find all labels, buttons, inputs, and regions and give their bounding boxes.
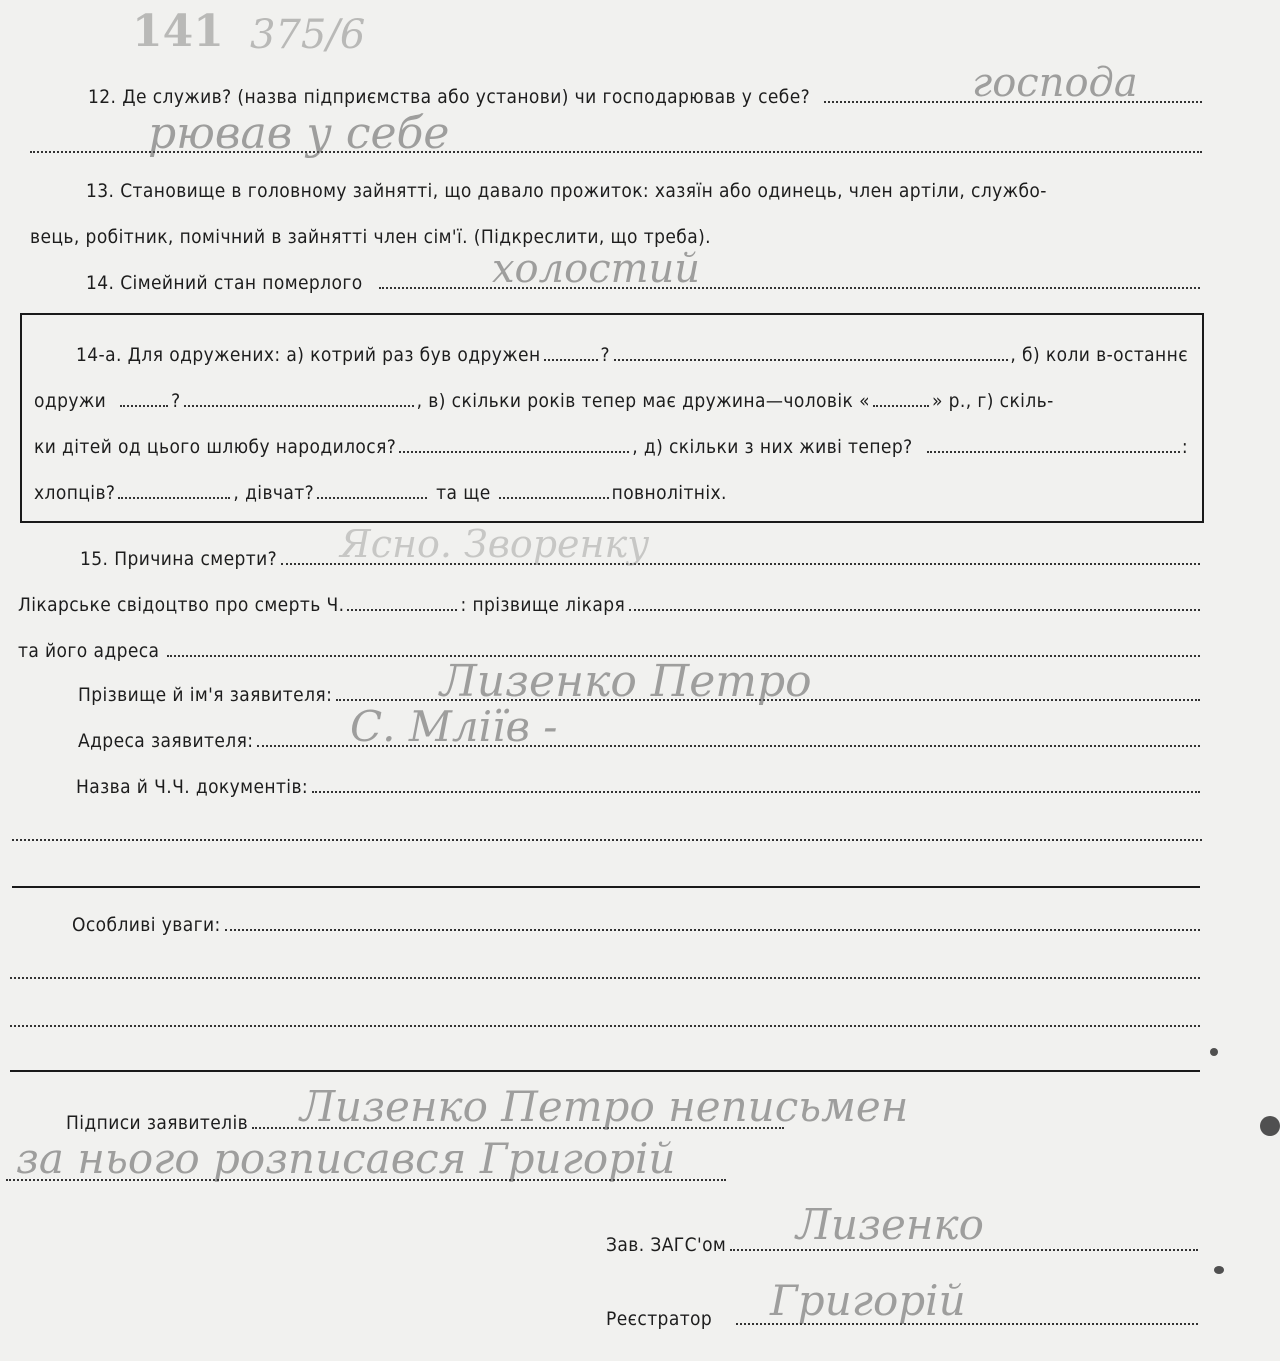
adults-field[interactable] <box>499 496 609 499</box>
notes-field[interactable] <box>225 928 1200 931</box>
zags-head-row: Зав. ЗАГС'ом <box>606 1234 1200 1256</box>
question-14-handwriting: холостий <box>492 246 701 292</box>
ink-dot <box>1210 1048 1218 1056</box>
doctor-address-row: та його адреса <box>18 640 1202 662</box>
section-divider-1 <box>12 886 1200 888</box>
last-marriage-field-2[interactable] <box>184 404 414 407</box>
question-12-handwriting-2: рював у себе <box>148 108 450 159</box>
ink-dot-2 <box>1214 1266 1224 1274</box>
question-14a-line-2: одружи ? , в) скільки років тепер має дружина—чоловік « » р., г) скіль- <box>34 390 1054 412</box>
applicant-name-row: Прізвище й ім'я заявителя: <box>78 684 1202 706</box>
last-marriage-field[interactable] <box>120 404 168 407</box>
question-12-label: 12. Де служив? (назва підприємства або установи) чи господарював у себе? <box>88 86 811 108</box>
question-15-label: 15. Причина смерти? <box>80 548 278 570</box>
signature-handwriting-2: за нього розписався Григорій <box>16 1134 676 1183</box>
registrar-signature: Григорій <box>770 1276 966 1325</box>
archive-scribble: 375/6 <box>250 12 366 58</box>
signatures-row: Підписи заявителів <box>66 1112 786 1134</box>
signature-handwriting-1: Лизенко Петро неписьмен <box>300 1082 909 1131</box>
girls-field[interactable] <box>317 496 427 499</box>
zags-head-signature: Лизенко <box>796 1200 984 1249</box>
question-13-line-1: 13. Становище в головному зайнятті, що давало прожиток: хазяїн або одинець, член артіли, службо- <box>86 180 1047 202</box>
archive-number: 141 <box>132 6 224 57</box>
documents-row: Назва й Ч.Ч. документів: <box>76 776 1202 798</box>
notes-line-3[interactable] <box>10 1024 1200 1027</box>
section-divider-2 <box>10 1070 1200 1072</box>
question-14a-line-4: хлопців? , дівчат? та ще повнолітніх. <box>34 482 727 504</box>
registrar-row: Реєстратор <box>606 1308 1200 1330</box>
question-14a-line-1: 14-а. Для одружених: а) котрий раз був одружен ? , б) коли в-останнє <box>76 344 1188 366</box>
certificate-number-field[interactable] <box>347 608 457 611</box>
spouse-age-field[interactable] <box>873 404 929 407</box>
notes-line-2[interactable] <box>10 976 1200 979</box>
documents-field[interactable] <box>312 790 1200 793</box>
applicant-address-row: Адреса заявителя: <box>78 730 1202 752</box>
notes-row: Особливі уваги: <box>72 914 1202 936</box>
question-14-label: 14. Сімейний стан померлого <box>86 272 363 294</box>
documents-continuation-line[interactable] <box>12 838 1202 841</box>
question-12-handwriting-1: господа <box>972 60 1138 106</box>
applicant-address-handwriting: С. Мліїв - <box>350 702 558 751</box>
doctor-certificate-row: Лікарське свідоцтво про смерть Ч. : прізвище лікаря <box>18 594 1202 616</box>
ink-blot <box>1260 1116 1280 1136</box>
question-14a-line-3: ки дітей од цього шлюбу народилося? , д) скільки з них живі тепер? : <box>34 436 1188 458</box>
death-cause-handwriting: Ясно. Зворенку <box>340 522 650 566</box>
doctor-name-field[interactable] <box>629 608 1200 611</box>
marriage-count-field[interactable] <box>544 358 598 361</box>
children-alive-field[interactable] <box>927 450 1180 453</box>
marriage-count-field-2[interactable] <box>614 358 1008 361</box>
children-born-field[interactable] <box>399 450 629 453</box>
signatures-line-2[interactable] <box>6 1178 726 1181</box>
applicant-name-handwriting: Лизенко Петро <box>440 656 812 707</box>
question-13-line-2: вець, робітник, помічний в зайнятті член сім'ї. (Підкреслити, що треба). <box>30 226 711 248</box>
boys-field[interactable] <box>118 496 230 499</box>
